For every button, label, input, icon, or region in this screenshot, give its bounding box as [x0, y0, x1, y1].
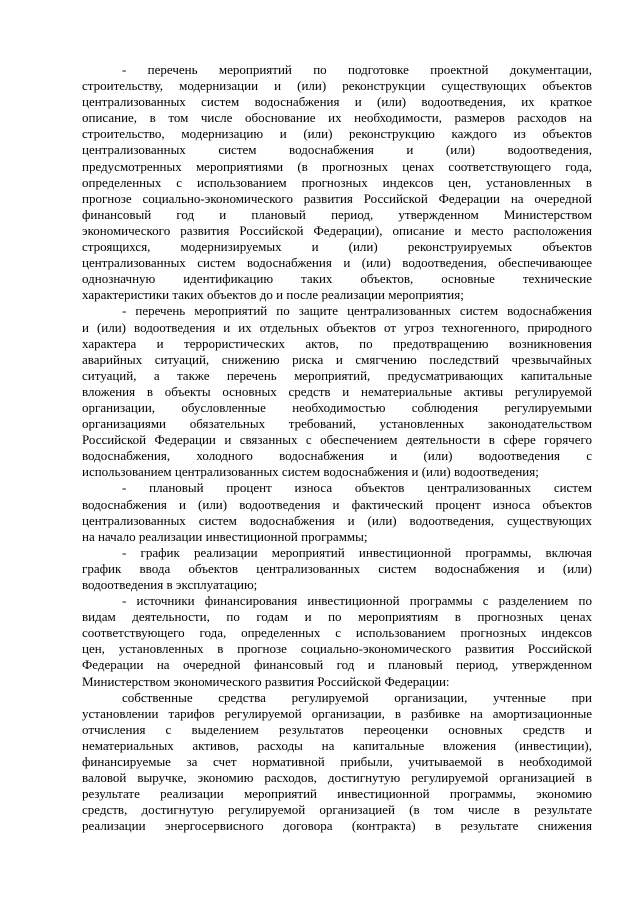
text-line: реализации энергосервисного договора (контракта) в результате снижения	[82, 818, 592, 834]
text-line: определенных с использованием прогнозных индексов цен, установленных в	[82, 174, 592, 190]
paragraph	[82, 62, 592, 303]
text-line: и (или) водоотведения и их отдельных объектов от угроз техногенного, природного	[82, 319, 592, 335]
text-line: установлении тарифов регулируемой организации, в разбивке на амортизационные	[82, 705, 592, 721]
text-line: строящихся, модернизируемых и (или) реконструируемых объектов	[82, 239, 592, 255]
text-line: описание, в том числе обоснование их необходимости, размеров расходов на	[82, 110, 592, 126]
text-line: соответствующего года, определенных с использованием прогнозных индексов	[82, 625, 592, 641]
text-line: цен, установленных в прогнозе социально-экономического развития Российской	[82, 641, 592, 657]
text-line: Федерации на очередной финансовый год и плановый период, утвержденном	[82, 657, 592, 673]
text-line: строительству, модернизации и (или) реконструкции существующих объектов	[82, 78, 592, 94]
text-line: характеристики таких объектов до и после реализации мероприятия;	[82, 287, 464, 303]
text-line: вложения в объекты основных средств и нематериальные активы регулируемой	[82, 383, 592, 399]
text-line: экономического развития Российской Федерации), описание и место расположения	[82, 222, 592, 238]
text-line: организации, обусловленные необходимостью соблюдения регулируемыми	[82, 399, 592, 415]
text-line: прогнозе социально-экономического развития Российской Федерации на очередной	[82, 190, 592, 206]
text-line: централизованных систем водоснабжения и (или) водоотведения, их краткое	[82, 94, 592, 110]
text-line: финансируемые за счет нормативной прибыли, учитываемой в необходимой	[82, 754, 592, 770]
text-line: график ввода объектов централизованных систем водоснабжения и (или)	[82, 560, 592, 576]
text-line: - перечень мероприятий по защите централизованных систем водоснабжения	[122, 303, 592, 319]
paragraph	[82, 303, 592, 480]
text-line: - источники финансирования инвестиционной программы с разделением по	[122, 593, 592, 609]
document-body	[82, 62, 592, 835]
text-line: использованием централизованных систем водоснабжения и (или) водоотведения;	[82, 464, 539, 480]
text-line: на начало реализации инвестиционной программы;	[82, 528, 368, 544]
text-line: результате реализации мероприятий инвестиционной программы, экономию	[82, 786, 592, 802]
text-line: централизованных систем водоснабжения и (или) водоотведения, обеспечивающее	[82, 255, 592, 271]
paragraph	[82, 690, 592, 835]
text-line: отчисления с выделением результатов переоценки основных средств и	[82, 721, 592, 737]
text-line: водоснабжения, холодного водоснабжения и (или) водоотведения с	[82, 448, 592, 464]
text-line: аварийных ситуаций, снижению риска и смягчению последствий чрезвычайных	[82, 351, 592, 367]
text-line: ситуаций, а также перечень мероприятий, предусматривающих капитальные	[82, 367, 592, 383]
text-line: собственные средства регулируемой организации, учтенные при	[122, 689, 592, 705]
text-line: Российской Федерации и связанных с обеспечением деятельности в сфере горячего	[82, 432, 592, 448]
text-line: строительство, модернизацию и (или) реконструкцию каждого из объектов	[82, 126, 592, 142]
text-line: характера и террористических актов, по предотвращению возникновения	[82, 335, 592, 351]
text-line: - перечень мероприятий по подготовке проектной документации,	[122, 62, 592, 77]
text-line: централизованных систем водоснабжения и (или) водоотведения,	[82, 142, 592, 158]
text-line: - плановый процент износа объектов централизованных систем	[122, 480, 592, 496]
text-line: организациями обязательных требований, установленных законодательством	[82, 416, 592, 432]
paragraph	[82, 545, 592, 593]
text-line: финансовый год и плановый период, утвержденном Министерством	[82, 206, 592, 222]
text-line: видам деятельности, по годам и по мероприятиям в прогнозных ценах	[82, 609, 592, 625]
text-line: водоснабжения и (или) водоотведения и фактический процент износа объектов	[82, 496, 592, 512]
paragraph	[82, 480, 592, 544]
text-line: Министерством экономического развития Российской Федерации:	[82, 673, 450, 689]
text-line: однозначную идентификацию таких объектов, основные технические	[82, 271, 592, 287]
text-line: валовой выручке, экономию расходов, достигнутую регулируемой организацией в	[82, 770, 592, 786]
text-line: предусмотренных мероприятиями (в прогнозных ценах соответствующего года,	[82, 158, 592, 174]
text-line: средств, достигнутую регулируемой организацией (в том числе в результате	[82, 802, 592, 818]
text-line: централизованных систем водоснабжения и (или) водоотведения, существующих	[82, 512, 592, 528]
text-line: водоотведения в эксплуатацию;	[82, 577, 258, 592]
paragraph	[82, 593, 592, 690]
text-line: нематериальных активов, расходы на капитальные вложения (инвестиции),	[82, 737, 592, 753]
text-line: - график реализации мероприятий инвестиционной программы, включая	[122, 544, 592, 560]
